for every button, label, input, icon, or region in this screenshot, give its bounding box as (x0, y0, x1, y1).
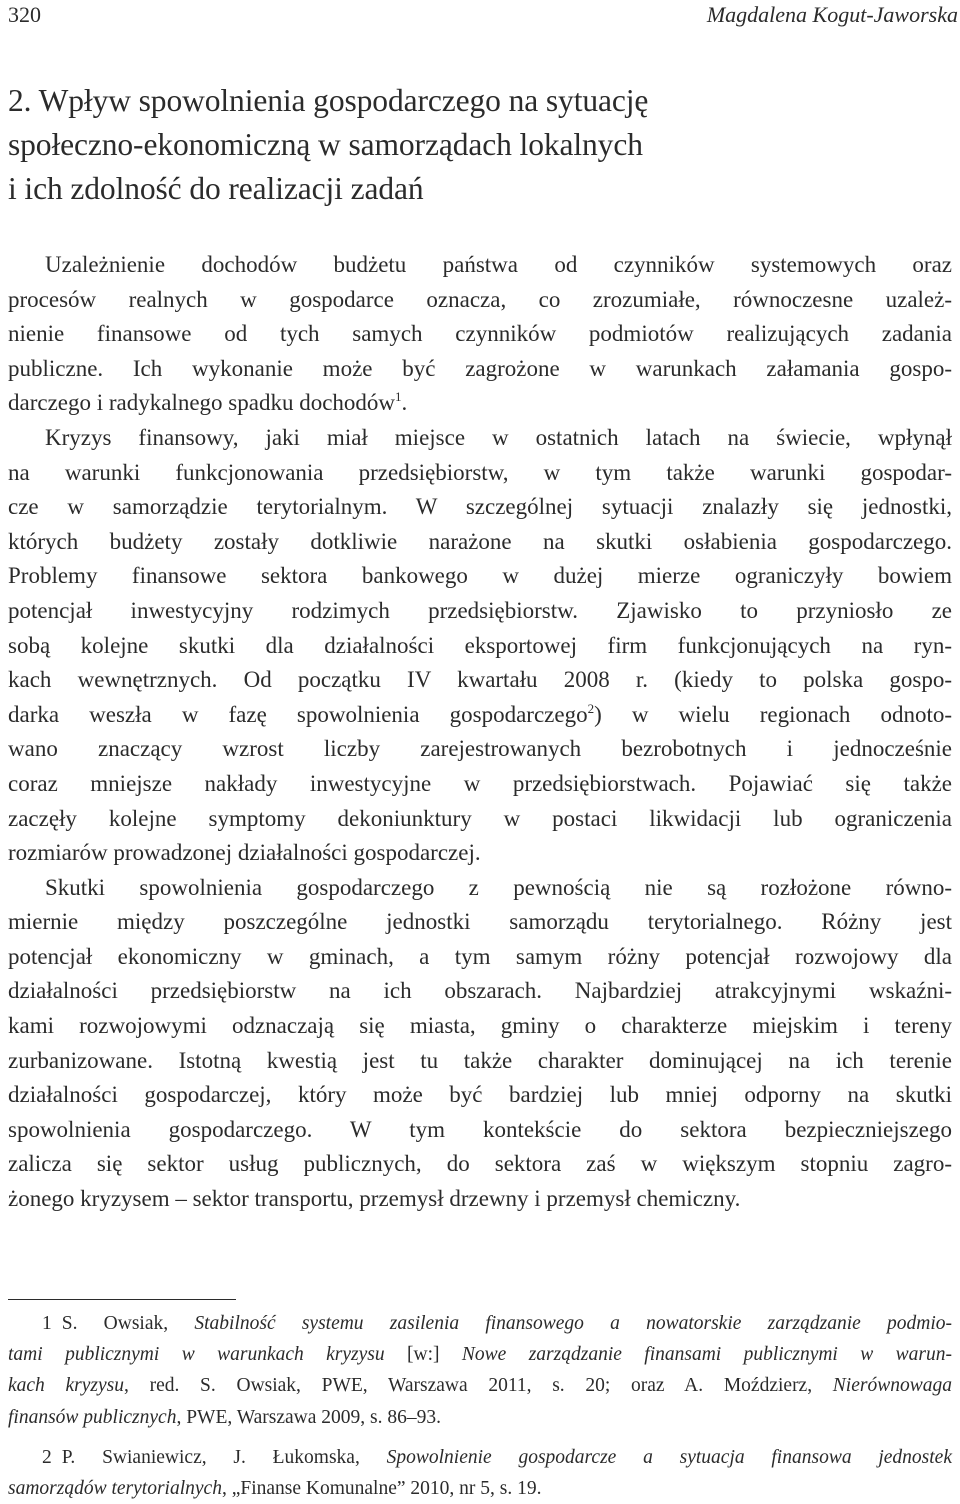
text-line: potencjał inwestycyjny rodzimych przedsiębiorstw. Zjawisko to przyniosło ze (8, 597, 952, 623)
text-line: kami rozwojowymi odznaczają się miasta, gminy o charakterze miejskim i tereny (8, 1013, 952, 1039)
text-line: zalicza się sektor usług publicznych, do sektora zaś w większym stopniu zagro- (8, 1151, 952, 1177)
page-number: 320 (8, 2, 41, 27)
footnote-mark: 2 (42, 1446, 52, 1468)
text-line: darka weszła w fazę spowolnienia gospodarczego$^2$) w wielu regionach odnoto- (8, 700, 953, 727)
text-line: zurbanizowane. Istotną kwestią jest tu także charakter dominującej na ich terenie (8, 1047, 952, 1073)
text-line: żonego kryzysem – sektor transportu, przemysł drzewny i przemysł chemiczny. (8, 1186, 741, 1212)
text-line: zaczęły kolejne symptomy dekoniunktury w postaci likwidacji lub ograniczenia (8, 805, 952, 831)
text-line: rozmiarów prowadzonej działalności gospodarczej. (8, 840, 481, 866)
footnotes (8, 1308, 952, 1504)
text-line: Problemy finansowe sektora bankowego w dużej mierze ograniczyły bowiem (8, 563, 952, 589)
heading-line: 2. Wpływ spowolnienia gospodarczego na sytuację (8, 83, 649, 118)
footnote-1 (8, 1308, 952, 1433)
body-text (8, 248, 952, 1217)
text-line: darczego i radykalnego spadku dochodów$^1$. (8, 389, 408, 416)
section-heading (8, 79, 952, 211)
text-line: nienie finansowe od tych samych czynników podmiotów realizujących zadania (8, 321, 952, 347)
text-line: miernie między poszczególne jednostki samorządu terytorialnego. Różny jest (8, 909, 952, 935)
text-line: cze w samorządzie terytorialnym. W szczególnej sytuacji znalazły się jednostki, (8, 494, 952, 520)
footnote-separator (8, 1299, 236, 1300)
text-line: Kryzys finansowy, jaki miał miejsce w ostatnich latach na świecie, wpłynął (45, 424, 952, 450)
footnote-line: tami publicznymi w warunkach kryzysu [w:] Nowe zarządzanie finansami publicznymi w warun- (8, 1344, 952, 1366)
text-line: Skutki spowolnienia gospodarczego z pewnością nie są rozłożone równo- (45, 874, 952, 900)
heading-line: i ich zdolność do realizacji zadań (8, 171, 424, 206)
footnote-2 (8, 1442, 952, 1504)
paragraph-2 (8, 421, 952, 871)
text-line: działalności przedsiębiorstw na ich obszarach. Najbardziej atrakcyjnymi wskaźni- (8, 978, 952, 1004)
text-line: wano znaczący wzrost liczby zarejestrowanych bezrobotnych i jednocześnie (8, 736, 952, 762)
text-line: publiczne. Ich wykonanie może być zagrożone w warunkach załamania gospo- (8, 355, 952, 381)
text-line: Uzależnienie dochodów budżetu państwa od czynników systemowych oraz (45, 252, 952, 277)
footnote-line: samorządów terytorialnych, „Finanse Komunalne” 2010, nr 5, s. 19. (8, 1477, 542, 1499)
text-line: działalności gospodarczej, który może być bardziej lub mniej odporny na skutki (8, 1082, 952, 1108)
footnote-mark: 1 (42, 1313, 52, 1334)
text-line: procesów realnych w gospodarce oznacza, co zrozumiałe, równoczesne uzależ- (8, 286, 952, 312)
footnote-ref-1[interactable]: 1 (395, 389, 402, 405)
text-line: coraz mniejsze nakłady inwestycyjne w przedsiębiorstwach. Pojawiać się także (8, 770, 952, 796)
text-line: kach wewnętrznych. Od początku IV kwartału 2008 r. (kiedy to polska gospo- (8, 667, 952, 693)
text-line: sobą kolejne skutki dla działalności eksportowej firm funkcjonujących na ryn- (8, 632, 952, 658)
running-head-author: Magdalena Kogut-Jaworska (706, 2, 958, 27)
paragraph-1 (8, 248, 952, 421)
text-line: których budżety zostały dotkliwie narażone na skutki osłabienia gospodarczego. (8, 528, 952, 554)
text-line: spowolnienia gospodarczego. W tym kontekście do sektora bezpieczniejszego (8, 1116, 952, 1142)
footnote-line: kach kryzysu, red. S. Owsiak, PWE, Warszawa 2011, s. 20; oraz A. Moździerz, Nierównowaga (8, 1375, 952, 1397)
paragraph-3 (8, 871, 952, 1217)
text-line: potencjał ekonomiczny w gminach, a tym samym różny potencjał rozwojowy dla (8, 943, 952, 969)
running-head (8, 0, 958, 32)
footnote-line: 2 P. Swianiewicz, J. Łukomska, Spowolnienie gospodarcze a sytuacja finansowa jednostek (42, 1446, 952, 1468)
footnote-ref-2[interactable]: 2 (587, 700, 595, 716)
heading-line: społeczno-ekonomiczną w samorządach lokalnych (8, 127, 643, 162)
text-line: na warunki funkcjonowania przedsiębiorstw, w tym także warunki gospodar- (8, 459, 952, 485)
footnote-line: 1 S. Owsiak, Stabilność systemu zasilenia finansowego a nowatorskie zarządzanie podmio- (42, 1313, 953, 1334)
footnote-line: finansów publicznych, PWE, Warszawa 2009, s. 86–93. (8, 1406, 441, 1428)
